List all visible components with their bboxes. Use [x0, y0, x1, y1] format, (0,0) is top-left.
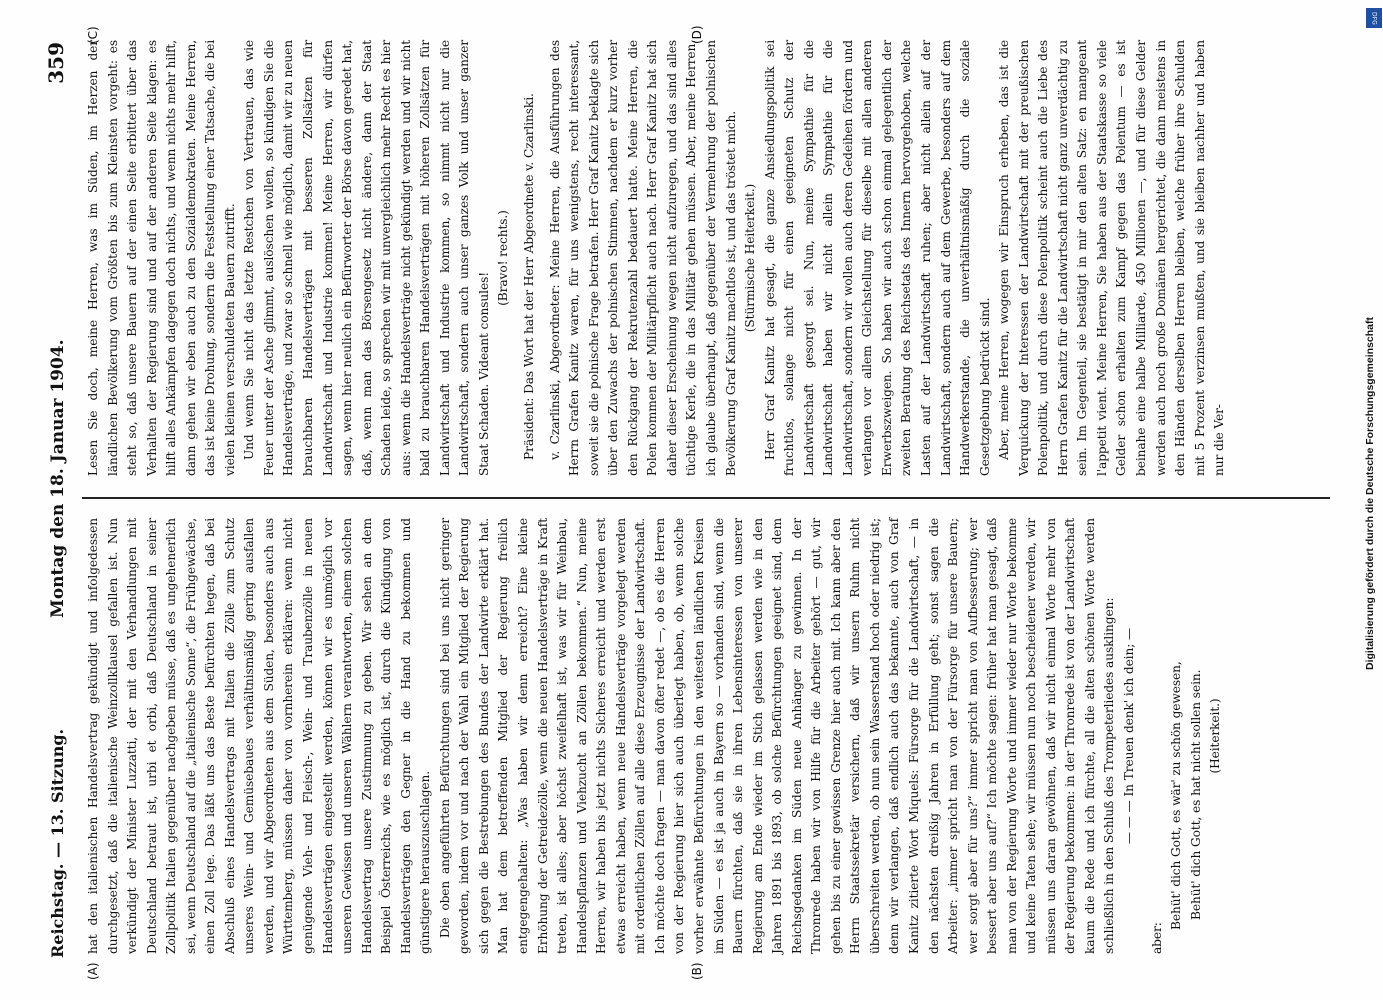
verse-line: Behüt' dich Gott, es wär' zu schön gewesen, — [1169, 661, 1184, 930]
audience-reaction: (Heiterkeit.) — [1208, 698, 1223, 774]
column-divider — [82, 497, 1330, 499]
digitization-note — [1364, 30, 1380, 670]
paragraph: aber: — [1149, 922, 1164, 954]
dfg-logo: DFG — [1366, 8, 1382, 28]
audience-reaction: (Stürmische Heiterkeit.) — [743, 183, 758, 333]
paragraph: Und wenn Sie nicht das letzte Restchen von Vertrauen, das wie Feuer unter der Asche glimmt, auslöschen wollen, so kündigen Sie die Handelsverträge, und zwar so schnell wie möglich, damit wir zu neuen brauchbaren Handelsverträgen mit besseren Zollsätzen für Landwirtschaft und Industrie kommen! Meine Herren, wir dürfen sagen, wenn hier neulich ein Befürworter der Börse davon geredet hat, daß, wenn man das Börsengesetz nicht ändere, dann der Staat Schaden leide, so sprechen wir mit unvergleichlich mehr Recht es hier aus: wenn die Handelsverträge nicht gekündigt werden und wir nicht bald zu brauchbaren Handelsverträgen mit höheren Zollsätzen für Landwirtschaft und Industrie kommen, so nimmt nicht nur die Landwirtschaft, sondern auch unser ganzes Volk und unser ganzer Staat Schaden. Videant consules! — [242, 40, 491, 476]
speaker-paragraph: Präsident: Das Wort hat der Herr Abgeordnete v. Czarlinski. — [522, 93, 537, 460]
page-header — [46, 42, 72, 958]
paragraph: Lesen Sie doch, meine Herren, was im Süden, im Herzen der ländlichen Bevölkerung vom Größten bis zum Kleinsten vorgeht: es steht so, daß unsere Bauern auf der einen Seite erbittert über das Verhalten der Regierung sind und auf der anderen Seite klagen: es hilft alles Ankämpfen dagegen doch nichts, und wenn nichts mehr hilft, dann gehen wir eben auch zu den Sozialdemokraten. Meine Herren, das ist keine Drohung, sondern die Feststellung einer Tatsache, die bei vielen kleinen verschuldeten Bauern zutrifft. — [86, 40, 237, 476]
page-number: 359 — [44, 42, 68, 84]
verse-line: Behüt' dich Gott, es hat nicht sollen sein. — [1188, 669, 1203, 920]
margin-marker-d: (D) — [690, 25, 704, 44]
right-column — [84, 40, 1230, 476]
left-column — [84, 518, 1226, 954]
paragraph: Herr Graf Kanitz hat gesagt, die ganze Ansiedlungspolitik sei fruchtlos, solange nicht für einen geeigneten Schutz der Landwirtschaft gesorgt sei. Nun, meine Sympathie für die Landwirtschaft haben wir nicht allein Sympathie für die Landwirtschaft, sondern wir wollen auch deren Gedeihen fördern und verlangen vor allem Gleichstellung für dieselbe mit allen anderen Erwerbszweigen. So haben wir auch schon einmal gelegentlich der zweiten Beratung des Reichsetats des Innern hervorgehoben, welche Lasten auf der Landwirtschaft ruhen; aber nicht allein auf der Landwirtschaft, sondern auch auf dem Gewerbe, besonders auf dem Handwerkerstande, die unverhältnismäßig durch die soziale Gesetzgebung bedrückt sind. — [762, 40, 992, 476]
header-left: Reichstag. — 13. Sitzung. — [48, 728, 67, 958]
paragraph: hat den italienischen Handelsvertrag gekündigt und infolgedessen durchgesetzt, daß die italienische Weinzollklausel gefallen ist. Nun verkündigt der Minister Luzzatti, der mit den Verhandlungen mit Deutschland betraut ist, urbi et orbi, daß Deutschland in seiner Zollpolitik Italien gegenüber nachgeben müsse, daß es ungehenerlich sei, wenn Deutschland auf die „italienische Sonne“, die Frühgewächse, einen Zoll lege. Das läßt uns das Beste befürchten hegen, daß bei Abschluß eines Handelsvertrags mit Italien die Zölle zum Schutz unseres Wein- und Gemüsebaues verhältnismäßig gering ausfallen werden, und wir Abgeordneten aus dem Süden, besonders auch aus Württemberg, müssen daher von vornherein erklären: wenn nicht genügende Vieh- und Fleisch-, Wein- und Traubenzölle in neuen Handelsverträgen eingestellt werden, können wir es unmöglich vor unseren Gewissen und unseren Wählern verantworten, einem solchen Handelsvertrag unsere Zustimmung zu geben. Wir sehen an dem Beispiel Österreichs, wie es möglich ist, durch die Kündigung von Handelsverträgen den Gegner in die Hand zu bekommen und günstigere herauszuschlagen. — [86, 518, 433, 954]
margin-marker-b: (B) — [690, 962, 704, 980]
audience-reaction: (Bravo! rechts.) — [496, 210, 511, 306]
speaker-paragraph: v. Czarlinski, Abgeordneter: Meine Herren, die Ausführungen des Herrn Grafen Kanitz waren, für uns wenigstens, recht interessant, soweit sie die polnische Frage betrafen. Herr Graf Kanitz beklagte sich über den Zuwachs der polnischen Stimmen, nachdem er kurz vorher den Rückgang der Rekrutenzahl bedauert hatte. Meine Herren, die Polen kommen der Militärpflicht auch nach. Herr Graf Kanitz hat sich daher dieser Erscheinung wegen nicht aufzuregen, und das sind alles tüchtige Kerle, die in das Militär gehen müssen. Aber, meine Herren, ich glaube überhaupt, daß gegenüber der Vermehrung der polnischen Bevölkerung Graf Kanitz machtlos ist, und das tröstet mich. — [547, 40, 738, 476]
paragraph: Die oben angeführten Befürchtungen sind bei uns nicht geringer geworden, indem vor und nach der Wahl ein Mitglied der Regierung sich gegen die Bestrebungen des Bundes der Landwirte erklärt hat. Man hat dem betreffenden Mitglied der Regierung freilich entgegengehalten: „Was haben wir denn erreicht? Eine kleine Erhöhung der Getreidezölle, wenn die neuen Handelsverträge in Kraft treten, ist alles; aber höchst zweifelhaft ist, was wir für Weinbau, Handelspflanzen und Viehzucht an Zöllen bekommen.“ Nun, meine Herren, wir haben bis jetzt nichts Sicheres erreicht und werden erst etwas erreicht haben, wenn neue Handelsverträge vorgelegt werden mit ordentlichen Zöllen auf alle diese Erzeugnisse der Landwirtschaft. Ich möchte doch fragen — man davon öfter redet —, ob es die Herren von der Regierung hier sich auch überlegt haben, ob, wenn solche vorher erwähnte Befürchtungen in den weitesten ländlichen Kreisen im Süden — es ist ja auch in Bayern so — vorhanden sind, wenn die Bauern fürchten, daß sie in ihren Lebensinteressen von unserer Regierung am Ende wieder im Stich gelassen werden wie in den Jahren 1891 bis 1893, ob solche Befürchtungen geeignet sind, dem Reichsgedanken im Süden neue Anhänger zu gewinnen. In der Thronrede haben wir von Hilfe für die Arbeiter gehört — gut, wir gehen bis zu einer gewissen Grenze hier auch mit. Ich kann aber den Herrn Staatssekretär versichern, daß wir unsern Ruhm nicht überschreiten werden, ob nun sein Wasserstand hoch oder niedrig ist; denn wir verlangen, daß endlich auch das bekannte, auch von Graf Kanitz zitierte Wort Miquels: Fürsorge für die Landwirtschaft, — in den nächsten dreißig Jahren in Erfüllung geht; sonst sagen die Arbeiter: „immer spricht man von der Fürsorge für unsere Bauern; wer sorgt aber für uns?“ immer spricht man von Aufbesserung; wer bessert aber uns auf?“ Ich möchte sagen: früher hat man gesagt, daß man von der Regierung Worte und immer wieder nur Worte bekomme und keine Taten sehe; wir müssen nun noch bescheidener werden, wir müssen uns daran gewöhnen, daß wir nicht einmal Worte mehr von der Regierung bekommen: in der Thronrede ist von der Landwirtschaft kaum die Rede und ich fürchte, all die alten schönen Worte werden schließlich in den Schluß des Trompeterliedes ausklingen: — [437, 518, 1117, 954]
margin-marker-c: (C) — [86, 26, 100, 44]
paragraph: Aber, meine Herren, wogegen wir Einspruch erheben, das ist die Verquickung der Interessen der Landwirtschaft mit der preußischen Polenpolitik, und durch diese Polenpolitik scheint auch die Liebe des Herrn Grafen Kanitz für die Landwirtschaft nicht ganz unverdächtig zu sein. Im Gegenteil, sie bestätigt in mir den alten Satz: en mangeant l'appetit vient. Meine Herren, Sie haben aus der Staatskasse so viele Gelder schon erhalten zum Kampf gegen das Polentum — es ist beinahe eine halbe Milliarde, 450 Millionen —, und für diese Gelder werden auch noch große Domänen hergerichtet, die dann meistens in den Händen derselben Herren bleiben, welche früher ihre Schulden mit 5 Prozent verzinsen mußten, und sie bleiben nachher und haben nur die Ver- — [997, 40, 1227, 476]
digitization-note-text: Digitalisierung gefördert durch die Deutsche Forschungsgemeinschaft — [1364, 317, 1376, 670]
margin-marker-a: (A) — [86, 962, 100, 980]
quote-line: — — — In Treuen denk' ich dein; — — [1121, 627, 1136, 845]
header-date: Montag den 18. Januar 1904. — [48, 339, 68, 618]
